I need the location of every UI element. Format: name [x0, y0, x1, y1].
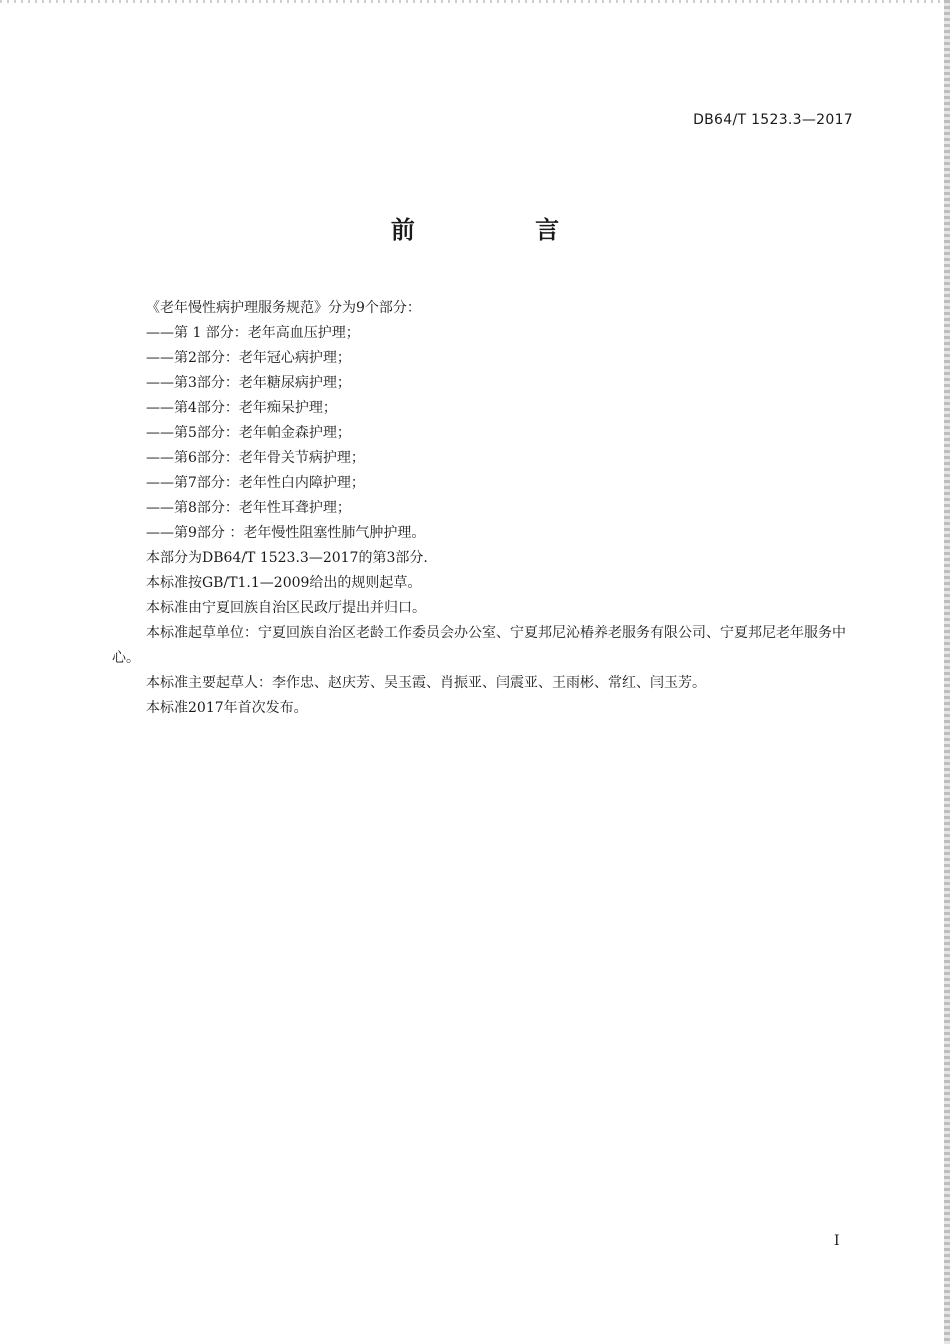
list-item-part-9: ——第9部分 ：老年慢性阻塞性肺气肿护理。 — [146, 525, 426, 541]
scan-edge-top — [0, 0, 950, 3]
document-code: DB64/T 1523.3—2017 — [693, 112, 853, 128]
page-number: I — [834, 1233, 840, 1249]
this-part-paragraph: 本部分为DB64/T 1523.3—2017的第3部分. — [146, 550, 428, 566]
list-item-part-7: ——第7部分：老年性白内障护理； — [146, 475, 365, 491]
list-item-part-5: ——第5部分：老年帕金森护理； — [146, 425, 351, 441]
drafting-units-paragraph: 本标准起草单位：宁夏回族自治区老龄工作委员会办公室、宁夏邦尼沁椿养老服务有限公司、宁夏邦尼老年服务中心。 — [112, 625, 846, 666]
list-item-part-6: ——第6部分：老年骨关节病护理； — [146, 450, 365, 466]
foreword-body — [112, 296, 857, 721]
rules-paragraph: 本标准按GB/T1.1—2009给出的规则起草。 — [146, 575, 422, 591]
proposed-paragraph: 本标准由宁夏回族自治区民政厅提出并归口。 — [146, 600, 426, 616]
intro-paragraph: 《老年慢性病护理服务规范》分为9个部分： — [146, 300, 421, 316]
page-title: 前 言 — [390, 216, 616, 244]
list-item-part-3: ——第3部分：老年糖尿病护理； — [146, 375, 351, 391]
list-item-part-8: ——第8部分：老年性耳聋护理； — [146, 500, 351, 516]
first-release-paragraph: 本标准2017年首次发布。 — [146, 700, 308, 716]
list-item-part-4: ——第4部分：老年痴呆护理； — [146, 400, 337, 416]
list-item-part-2: ——第2部分：老年冠心病护理； — [146, 350, 351, 366]
drafters-paragraph: 本标准主要起草人：李作忠、赵庆芳、吴玉霞、肖振亚、闫震亚、王雨彬、常红、闫玉芳。 — [146, 675, 706, 691]
scan-edge-right — [944, 0, 950, 1344]
list-item-part-1: ——第 1 部分：老年高血压护理； — [146, 325, 360, 341]
